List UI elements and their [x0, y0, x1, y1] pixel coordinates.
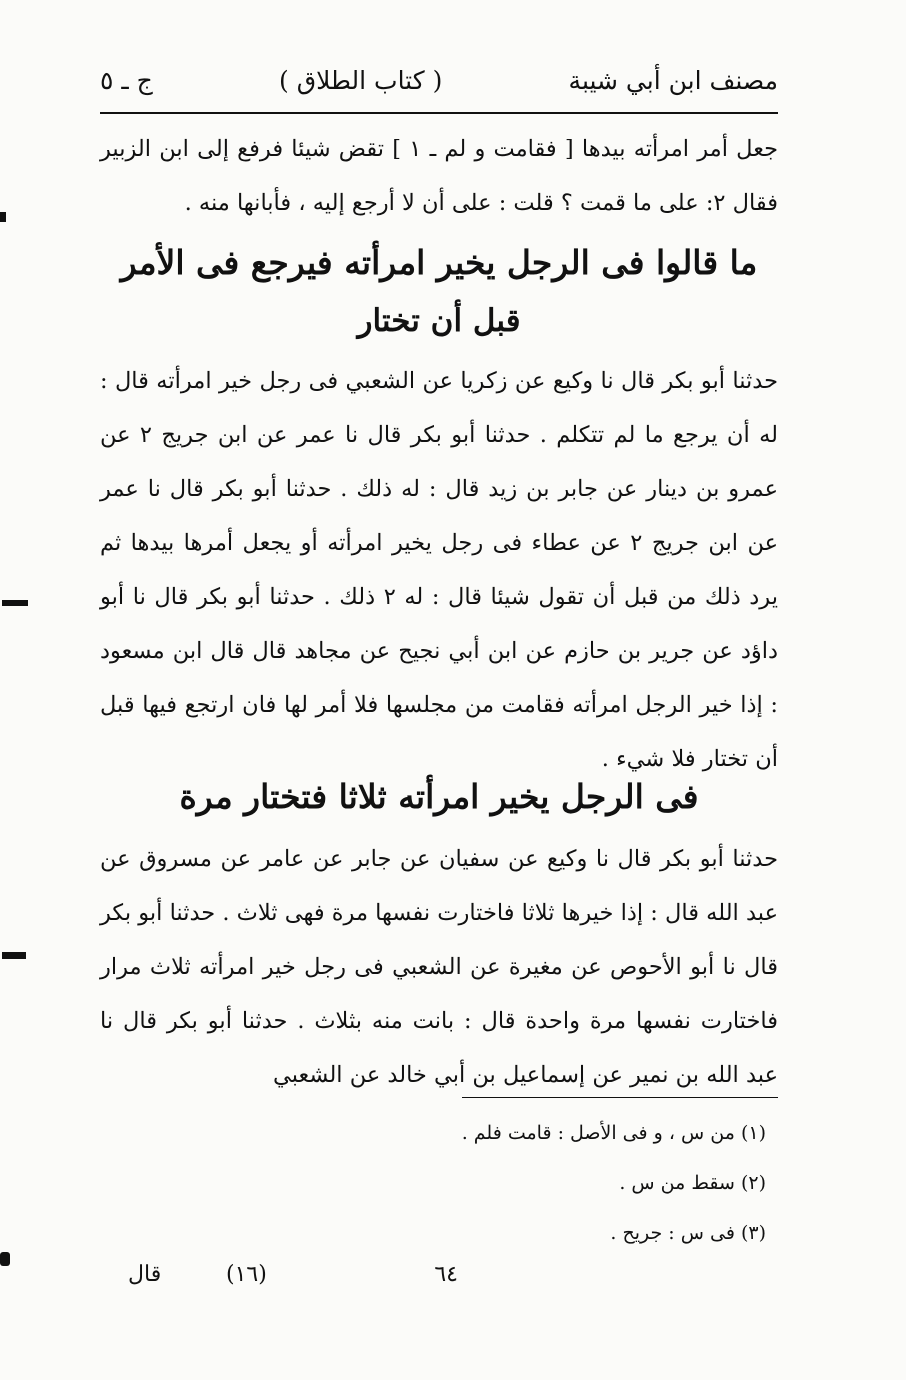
footnote-1: (١) من س ، و فى الأصل : قامت فلم .: [461, 1122, 766, 1144]
book-title: مصنف ابن أبي شيبة: [568, 65, 778, 95]
section-heading-1-line2: قبل أن تختار: [357, 303, 521, 339]
page-footer: [100, 1262, 778, 1298]
footnotes-list: [400, 1108, 766, 1258]
scan-mark: [0, 212, 6, 222]
scan-mark: [0, 1252, 10, 1266]
scan-mark: [2, 600, 28, 606]
header-rule: [100, 112, 778, 114]
signature-mark: (١٦): [226, 1262, 267, 1287]
section-heading-2: فى الرجل يخير امرأته ثلاثا فتختار مرة: [179, 777, 699, 816]
section-2-text: حدثنا أبو بكر قال نا وكيع عن سفيان عن جابر عن عامر عن مسروق عن عبد الله قال : إذا خيرها ثلاثا فاختارت نفسها مرة فهى ثلاث . حدثنا أبو بكر قال نا أبو الأحوص عن مغيرة عن الشعبي فى رجل خير امرأته ثلاث مرار فاختارت نفسها مرة واحدة قال : بانت منه بثلاث . حدثنا أبو بكر قال نا عبد الله بن نمير عن إسماعيل بن أبي خالد عن الشعبي: [100, 846, 778, 1088]
footnote-3: (٣) فى س : جريح .: [610, 1222, 766, 1244]
volume-label: ج ـ ٥: [100, 65, 153, 95]
section-heading-1-line1: ما قالوا فى الرجل يخير امرأته فيرجع فى الأمر: [120, 243, 758, 282]
intro-paragraph: جعل أمر امرأته بيدها [ فقامت و لم ـ ١ ] تقض شيئا فرفع إلى ابن الزبير فقال ٢: على ما قمت ؟ قلت : على أن لا أرجع إليه ، فأبانها منه .: [100, 136, 778, 216]
section-title: ( كتاب الطلاق ): [279, 65, 443, 95]
page-number: ٦٤: [434, 1262, 458, 1287]
footnote-2: (٢) سقط من س .: [619, 1172, 766, 1194]
catchword: قال: [128, 1262, 162, 1287]
scan-mark: [2, 952, 26, 959]
footnote-rule: [462, 1097, 778, 1098]
running-header: [100, 60, 778, 100]
section-1-text: حدثنا أبو بكر قال نا وكيع عن زكريا عن الشعبي فى رجل خير امرأته قال : له أن يرجع ما لم تتكلم . حدثنا أبو بكر قال نا عمر عن ابن جريج ٢ عن عمرو بن دينار عن جابر بن زيد قال : له ذلك . حدثنا أبو بكر قال نا عمر عن ابن جريج ٢ عن عطاء فى رجل يخير امرأته أو يجعل أمرها بيدها ثم يرد ذلك من قبل أن تقول شيئا قال : له ٢ ذلك . حدثنا أبو بكر قال نا أبو داؤد عن جرير بن حازم عن ابن أبي نجيح عن مجاهد قال قال ابن مسعود : إذا خير الرجل امرأته فقامت من مجلسها فلا أمر لها فان ارتجع فيها قبل أن تختار فلا شيء .: [100, 368, 778, 772]
